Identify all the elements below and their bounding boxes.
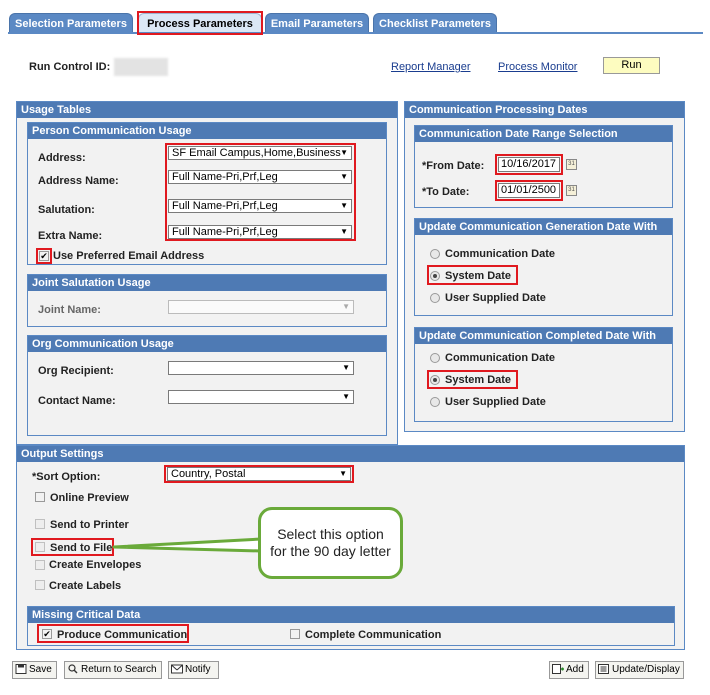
extra-name-value: Full Name-Pri,Prf,Leg bbox=[172, 226, 278, 238]
create-labels-checkbox[interactable] bbox=[35, 580, 45, 590]
update-display-label: Update/Display bbox=[612, 664, 680, 675]
preferred-email-label: Use Preferred Email Address bbox=[53, 250, 205, 262]
to-date-input[interactable]: 01/01/2500 bbox=[498, 183, 560, 198]
org-recipient-select[interactable] bbox=[168, 361, 354, 375]
online-preview-checkbox[interactable] bbox=[35, 492, 45, 502]
return-to-search-button[interactable] bbox=[64, 661, 162, 679]
produce-communication-label: Produce Communication bbox=[57, 629, 188, 641]
salutation-select[interactable] bbox=[168, 199, 352, 213]
add-button[interactable] bbox=[549, 661, 589, 679]
date-range-header: Communication Date Range Selection bbox=[415, 126, 672, 142]
chevron-down-icon: ▼ bbox=[342, 302, 350, 311]
save-label: Save bbox=[29, 664, 52, 675]
callout-text: Select this option for the 90 day letter bbox=[270, 526, 391, 559]
generation-option-communication-date: Communication Date bbox=[445, 248, 556, 260]
joint-name-label: Joint Name: bbox=[38, 304, 101, 316]
notify-button[interactable] bbox=[168, 661, 219, 679]
contact-name-select[interactable] bbox=[168, 390, 354, 404]
search-icon bbox=[67, 664, 79, 674]
address-name-select[interactable] bbox=[168, 170, 352, 184]
completed-radio-communication-date[interactable] bbox=[430, 353, 440, 363]
contact-name-label: Contact Name: bbox=[38, 395, 116, 407]
missing-data-header: Missing Critical Data bbox=[28, 607, 674, 623]
send-to-file-checkbox[interactable] bbox=[35, 542, 45, 552]
run-button[interactable]: Run bbox=[603, 57, 660, 74]
org-usage-header: Org Communication Usage bbox=[28, 336, 386, 352]
chevron-down-icon: ▼ bbox=[340, 148, 348, 157]
process-monitor-link[interactable]: Process Monitor bbox=[498, 61, 578, 73]
generation-option-system-date: System Date bbox=[445, 270, 512, 282]
chevron-down-icon: ▼ bbox=[342, 392, 350, 401]
tab-underline bbox=[8, 32, 703, 34]
chevron-down-icon: ▼ bbox=[339, 469, 347, 478]
sort-option-value: Country, Postal bbox=[171, 468, 246, 480]
notify-icon bbox=[171, 664, 183, 674]
chevron-down-icon: ▼ bbox=[342, 363, 350, 372]
chevron-down-icon: ▼ bbox=[340, 201, 348, 210]
callout-pointer bbox=[110, 535, 265, 555]
update-display-button[interactable] bbox=[595, 661, 684, 679]
complete-communication-label: Complete Communication bbox=[305, 629, 442, 641]
generation-radio-user-supplied-date[interactable] bbox=[430, 293, 440, 303]
calendar-icon[interactable]: 31 bbox=[566, 159, 577, 170]
address-name-label: Address Name: bbox=[38, 175, 119, 187]
address-label: Address: bbox=[38, 152, 86, 164]
create-envelopes-checkbox[interactable] bbox=[35, 560, 45, 570]
send-to-printer-label: Send to Printer bbox=[50, 519, 129, 531]
notify-label: Notify bbox=[185, 664, 211, 675]
joint-name-select[interactable] bbox=[168, 300, 354, 314]
generation-radio-system-date[interactable] bbox=[430, 271, 440, 281]
completed-date-header: Update Communication Completed Date With bbox=[415, 328, 672, 344]
sort-option-select[interactable] bbox=[167, 467, 351, 481]
generation-option-user-supplied-date: User Supplied Date bbox=[445, 292, 546, 304]
callout-note bbox=[258, 507, 403, 579]
completed-radio-system-date[interactable] bbox=[430, 375, 440, 385]
from-date-input[interactable]: 10/16/2017 bbox=[498, 157, 560, 172]
add-label: Add bbox=[566, 664, 584, 675]
send-to-file-label: Send to File bbox=[50, 542, 113, 554]
usage-tables-header: Usage Tables bbox=[17, 102, 397, 118]
send-to-printer-checkbox[interactable] bbox=[35, 519, 45, 529]
org-recipient-label: Org Recipient: bbox=[38, 365, 114, 377]
address-value: SF Email Campus,Home,Business bbox=[172, 147, 341, 159]
extra-name-label: Extra Name: bbox=[38, 230, 103, 242]
address-name-value: Full Name-Pri,Prf,Leg bbox=[172, 171, 278, 183]
extra-name-select[interactable] bbox=[168, 225, 352, 239]
salutation-label: Salutation: bbox=[38, 204, 95, 216]
from-date-label: *From Date: bbox=[422, 160, 485, 172]
tab-selection-parameters[interactable]: Selection Parameters bbox=[9, 13, 133, 33]
online-preview-label: Online Preview bbox=[50, 492, 129, 504]
tab-checklist-parameters[interactable]: Checklist Parameters bbox=[373, 13, 497, 33]
create-envelopes-label: Create Envelopes bbox=[49, 559, 142, 571]
produce-communication-checkbox[interactable]: ✔ bbox=[43, 629, 51, 639]
run-control-label: Run Control ID: bbox=[29, 61, 111, 73]
update-display-icon bbox=[598, 664, 610, 674]
completed-option-user-supplied-date: User Supplied Date bbox=[445, 396, 546, 408]
completed-radio-user-supplied-date[interactable] bbox=[430, 397, 440, 407]
joint-salutation-header: Joint Salutation Usage bbox=[28, 275, 386, 291]
generation-date-header: Update Communication Generation Date With bbox=[415, 219, 672, 235]
person-usage-header: Person Communication Usage bbox=[28, 123, 386, 139]
generation-radio-communication-date[interactable] bbox=[430, 249, 440, 259]
calendar-icon[interactable]: 31 bbox=[566, 185, 577, 196]
create-labels-label: Create Labels bbox=[49, 580, 122, 592]
sort-option-label: *Sort Option: bbox=[32, 471, 101, 483]
run-control-value-redacted bbox=[114, 58, 168, 76]
person-usage-group bbox=[27, 122, 387, 265]
address-select[interactable] bbox=[168, 146, 352, 160]
chevron-down-icon: ▼ bbox=[340, 227, 348, 236]
completed-option-communication-date: Communication Date bbox=[445, 352, 556, 364]
save-button[interactable] bbox=[12, 661, 57, 679]
tab-email-parameters[interactable]: Email Parameters bbox=[265, 13, 369, 33]
output-settings-header: Output Settings bbox=[17, 446, 684, 462]
completed-option-system-date: System Date bbox=[445, 374, 512, 386]
salutation-value: Full Name-Pri,Prf,Leg bbox=[172, 200, 278, 212]
chevron-down-icon: ▼ bbox=[340, 172, 348, 181]
preferred-email-checkbox[interactable]: ✔ bbox=[40, 251, 48, 261]
report-manager-link[interactable]: Report Manager bbox=[391, 61, 471, 73]
tab-process-parameters[interactable]: Process Parameters bbox=[138, 13, 262, 33]
save-icon bbox=[15, 664, 27, 674]
return-to-search-label: Return to Search bbox=[81, 664, 157, 675]
to-date-label: *To Date: bbox=[422, 186, 470, 198]
add-icon bbox=[552, 664, 564, 674]
complete-communication-checkbox[interactable] bbox=[290, 629, 300, 639]
comm-dates-header: Communication Processing Dates bbox=[405, 102, 684, 118]
